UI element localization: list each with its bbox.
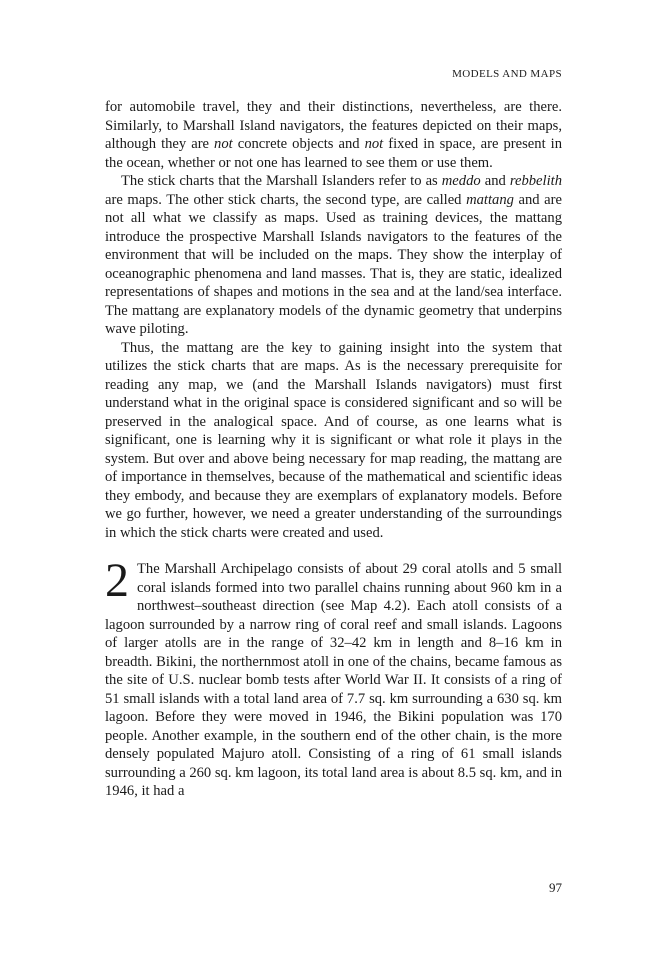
text-span: The stick charts that the Marshall Islanders refer to as [121, 173, 442, 189]
section-paragraph [105, 554, 562, 801]
body-text [105, 98, 562, 801]
section-text: The Marshall Archipelago consists of about 29 coral atolls and 5 small coral islands formed into two parallel chains running about 960 km in a northwest–southeast direction (see Map 4.2). Each atoll consists of a lagoon surrounded by a narrow ring of coral reef and small islands. Lagoons of larger atolls are in the range of 32–42 km in length and 8–16 km in breadth. Bikini, the northernmost atoll in one of the chains, became famous as the site of U.S. nuclear bomb tests after World War II. It consists of a ring of 51 small islands with a total land area of 7.7 sq. km surrounding a 630 sq. km lagoon. Before they were moved in 1946, the Bikini population was 170 people. Another example, in the southern end of the other chain, is the more densely populated Majuro atoll. Consisting of a ring of 61 small islands surrounding a 260 sq. km lagoon, its total land area is about 8.5 sq. km, and in 1946, it had a [105, 561, 562, 799]
text-span: and are not all what we classify as maps. Used as training devices, the mattang introduce the prospective Marshall Islands navigators to the features of the environment that will be included on the maps. They show the interplay of oceanographic phenomena and land masses. That is, they are static, idealized representations of shapes and motions in the sea and at the land/sea interface. The mattang are explanatory models of the dynamic geometry that underpins wave piloting. [105, 191, 562, 337]
text-span: concrete objects and [232, 136, 365, 152]
emphasis: mattang [466, 191, 514, 208]
page-number: 97 [549, 880, 562, 895]
emphasis: not [364, 136, 384, 152]
running-head: MODELS AND MAPS [452, 68, 562, 80]
text-span: fixed in space, are present in the ocean, whether or not one has learned to see them or use them. [105, 136, 562, 171]
emphasis: not [214, 136, 233, 152]
emphasis: rebbelith [509, 173, 562, 189]
text-span: and [480, 173, 510, 189]
text-span: for automobile travel, they and their distinctions, nevertheless, are there. Similarly, to Marshall Island navigators, the features depicted on their maps, although they are [105, 99, 562, 152]
text-span: are maps. The other stick charts, the second type, are called [105, 191, 467, 208]
paragraph-2 [105, 172, 562, 339]
paragraph-3: Thus, the mattang are the key to gaining insight into the system that utilizes the stick charts that are maps. As is the necessary prerequisite for reading any map, we (and the Marshall Islands navigators) must first understand what in the original space is considered significant and so will be preserved in the analogical space. And of course, as one learns what is significant, one is learning why it is significant or what role it plays in the system. But over and above being necessary for map reading, the mattang are of importance in themselves, because of the mathematical and scientific ideas they embody, and because they are exemplars of explanatory models. Before we go further, however, we need a greater understanding of the surroundings in which the stick charts were created and used. [105, 339, 562, 541]
emphasis: meddo [441, 173, 481, 189]
paragraph-1 [105, 98, 562, 172]
section-number: 2 [105, 554, 129, 607]
